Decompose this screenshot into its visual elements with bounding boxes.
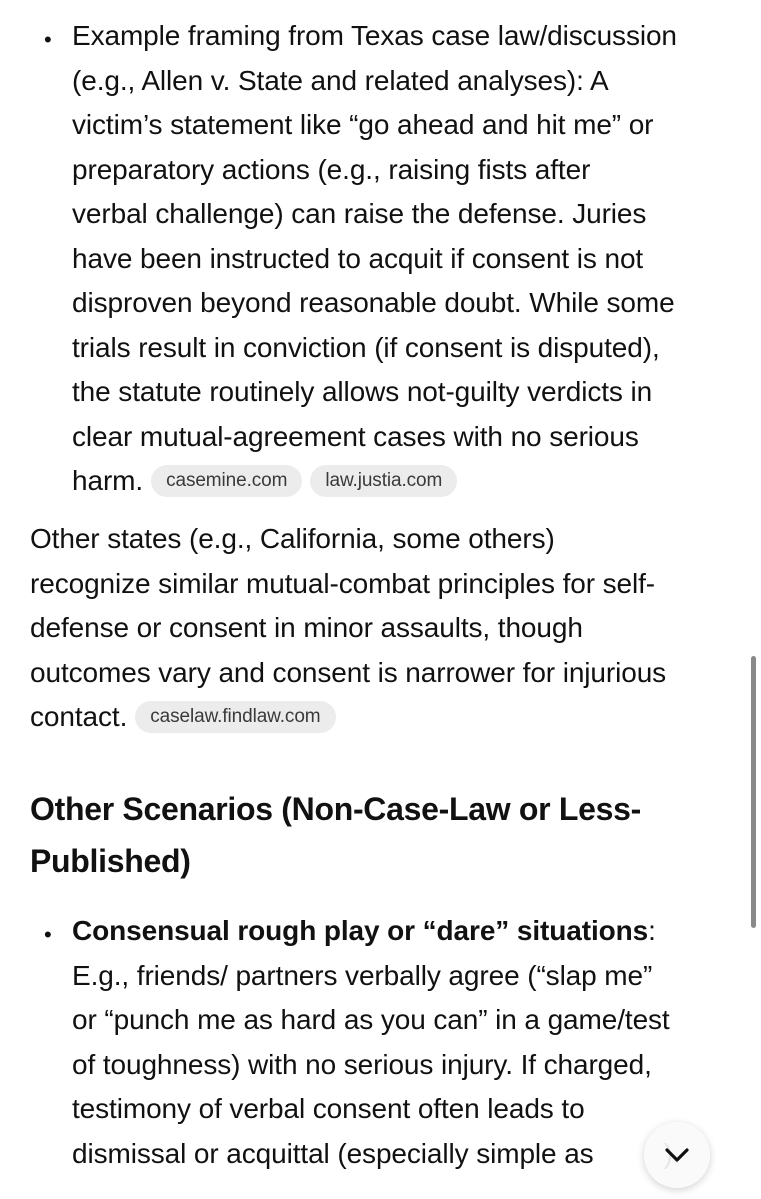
text-fragment: harm. [72, 465, 144, 496]
text-fragment: : [648, 915, 656, 946]
text-line: victim’s statement like “go ahead and hit me” or [72, 109, 654, 140]
text-line: outcomes vary and consent is narrower for injurious [30, 656, 667, 688]
text-line: Example framing from Texas case law/discussion [72, 20, 677, 51]
text-fragment: dismissal or acquittal (especially simple as [72, 1137, 594, 1169]
list-item-text [72, 909, 742, 1176]
chevron-down-icon [664, 1147, 690, 1163]
text-line: disproven beyond reasonable doubt. While some [72, 287, 675, 318]
text-line: E.g., friends/ partners verbally agree (“slap me” [72, 959, 653, 991]
bullet-dot: • [44, 922, 52, 947]
bold-lead: Consensual rough play or “dare” situations [72, 915, 649, 946]
source-chip-casemine[interactable]: casemine.com [151, 465, 302, 497]
text-line: or “punch me as hard as you can” in a game/test [72, 1004, 670, 1035]
text-line: defense or consent in minor assaults, though [30, 612, 583, 643]
text-line: testimony of verbal consent often leads to [72, 1093, 585, 1124]
heading-line: Other Scenarios (Non-Case-Law or Less- [30, 791, 641, 827]
text-line [72, 459, 742, 504]
source-chip-findlaw[interactable]: caselaw.findlaw.com [135, 701, 335, 733]
text-line: (e.g., Allen v. State and related analyses): A [72, 64, 609, 96]
text-line [72, 909, 742, 954]
text-line [30, 695, 740, 740]
scrollbar[interactable] [751, 656, 756, 928]
text-line: recognize similar mutual-combat principles for self- [30, 567, 656, 599]
list-item-text [72, 14, 742, 504]
text-line: of toughness) with no serious injury. If charged, [72, 1048, 652, 1080]
text-line [72, 1132, 742, 1177]
bullet-dot: • [44, 27, 52, 52]
heading-line: Published) [30, 843, 191, 879]
scroll-to-bottom-button[interactable] [644, 1122, 710, 1188]
source-chip-justia[interactable]: law.justia.com [310, 465, 457, 497]
text-line: trials result in conviction (if consent is disputed), [72, 331, 660, 363]
text-line: have been instructed to acquit if consent is not [72, 242, 644, 274]
text-line: preparatory actions (e.g., raising fists after [72, 153, 591, 185]
text-line: clear mutual-agreement cases with no serious [72, 420, 639, 452]
section-heading [30, 783, 730, 887]
text-fragment: contact. [30, 701, 128, 732]
text-line: Other states (e.g., California, some others) [30, 523, 555, 554]
text-line: the statute routinely allows not-guilty verdicts in [72, 376, 653, 407]
text-line: verbal challenge) can raise the defense. Juries [72, 198, 647, 229]
paragraph [30, 517, 740, 740]
